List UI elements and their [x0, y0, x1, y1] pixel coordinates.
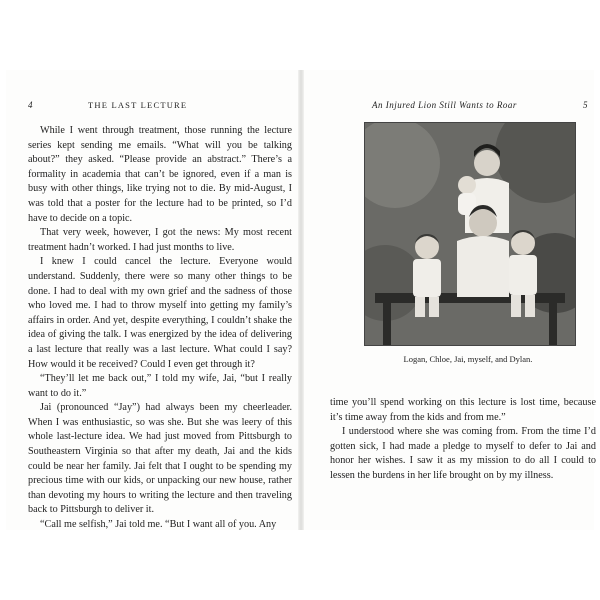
- paragraph: I knew I could cancel the lecture. Everyone would understand. Suddenly, there were so many other things to be done. I had to deal with my own grief and the sadness of those who loved me. I had to throw myself into getting my family’s affairs in order. And yet, despite everything, I couldn’t shake the idea of giving the talk. I was energized by the idea of delivering a last lecture that really was a last lecture. What could I say? How would it be received? Could I even get through it?: [28, 256, 292, 370]
- paragraph: I understood where she was coming from. From the time I’d gotten sick, I had made a pledge to myself to defer to Jai and honor her wishes. I saw it as my mission to do all I could to lessen the burdens in her life brought on by my illness.: [330, 426, 596, 481]
- paragraph: That very week, however, I got the news: My most recent treatment hadn’t worked. I had just months to live.: [28, 227, 292, 253]
- photo-caption: Logan, Chloe, Jai, myself, and Dylan.: [403, 354, 533, 364]
- page-number: 4: [28, 100, 33, 110]
- family-photo-illustration: [365, 123, 575, 345]
- paragraph: “Call me selfish,” Jai told me. “But I want all of you. Any: [40, 519, 277, 531]
- right-page-header: [358, 100, 590, 112]
- left-page: [28, 70, 292, 530]
- paragraph: “They’ll let me back out,” I told my wife, Jai, “but I really want to do it.”: [28, 373, 292, 399]
- paragraph: time you’ll spend working on this lecture is lost time, because it’s time away from the kids and from me.”: [330, 397, 596, 423]
- family-photo: [364, 122, 576, 346]
- running-head: An Injured Lion Still Wants to Roar: [372, 100, 517, 110]
- running-head: THE LAST LECTURE: [88, 100, 188, 110]
- book-gutter: [298, 70, 304, 530]
- paragraph: Jai (pronounced “Jay”) had always been my cheerleader. When I was enthusiastic, so was she. But she was leery of this whole last-lecture idea. We had just moved from Pittsburgh to Southeastern Virginia so that after my death, Jai and the kids could be near her family. Jai felt that I ought to be spending my precious time with our kids, or unpacking our new house, rather than devoting my hours to writing the lecture and then traveling back to Pittsburgh to deliver it.: [28, 402, 292, 516]
- page-number: 5: [583, 100, 588, 110]
- left-page-body: [28, 124, 292, 533]
- left-page-header: [28, 100, 292, 112]
- right-page-body: [330, 396, 596, 484]
- right-page: [330, 70, 596, 530]
- paragraph: While I went through treatment, those running the lecture series kept sending me emails. “What will you be talking about?” they asked. “Please provide an abstract.” There’s a formality in academia that can’t be ignored, even if a man is busy with other things, like trying not to die. By mid-August, I was told that a poster for the lecture had to be printed, so I’d have to decide on a topic.: [28, 125, 292, 224]
